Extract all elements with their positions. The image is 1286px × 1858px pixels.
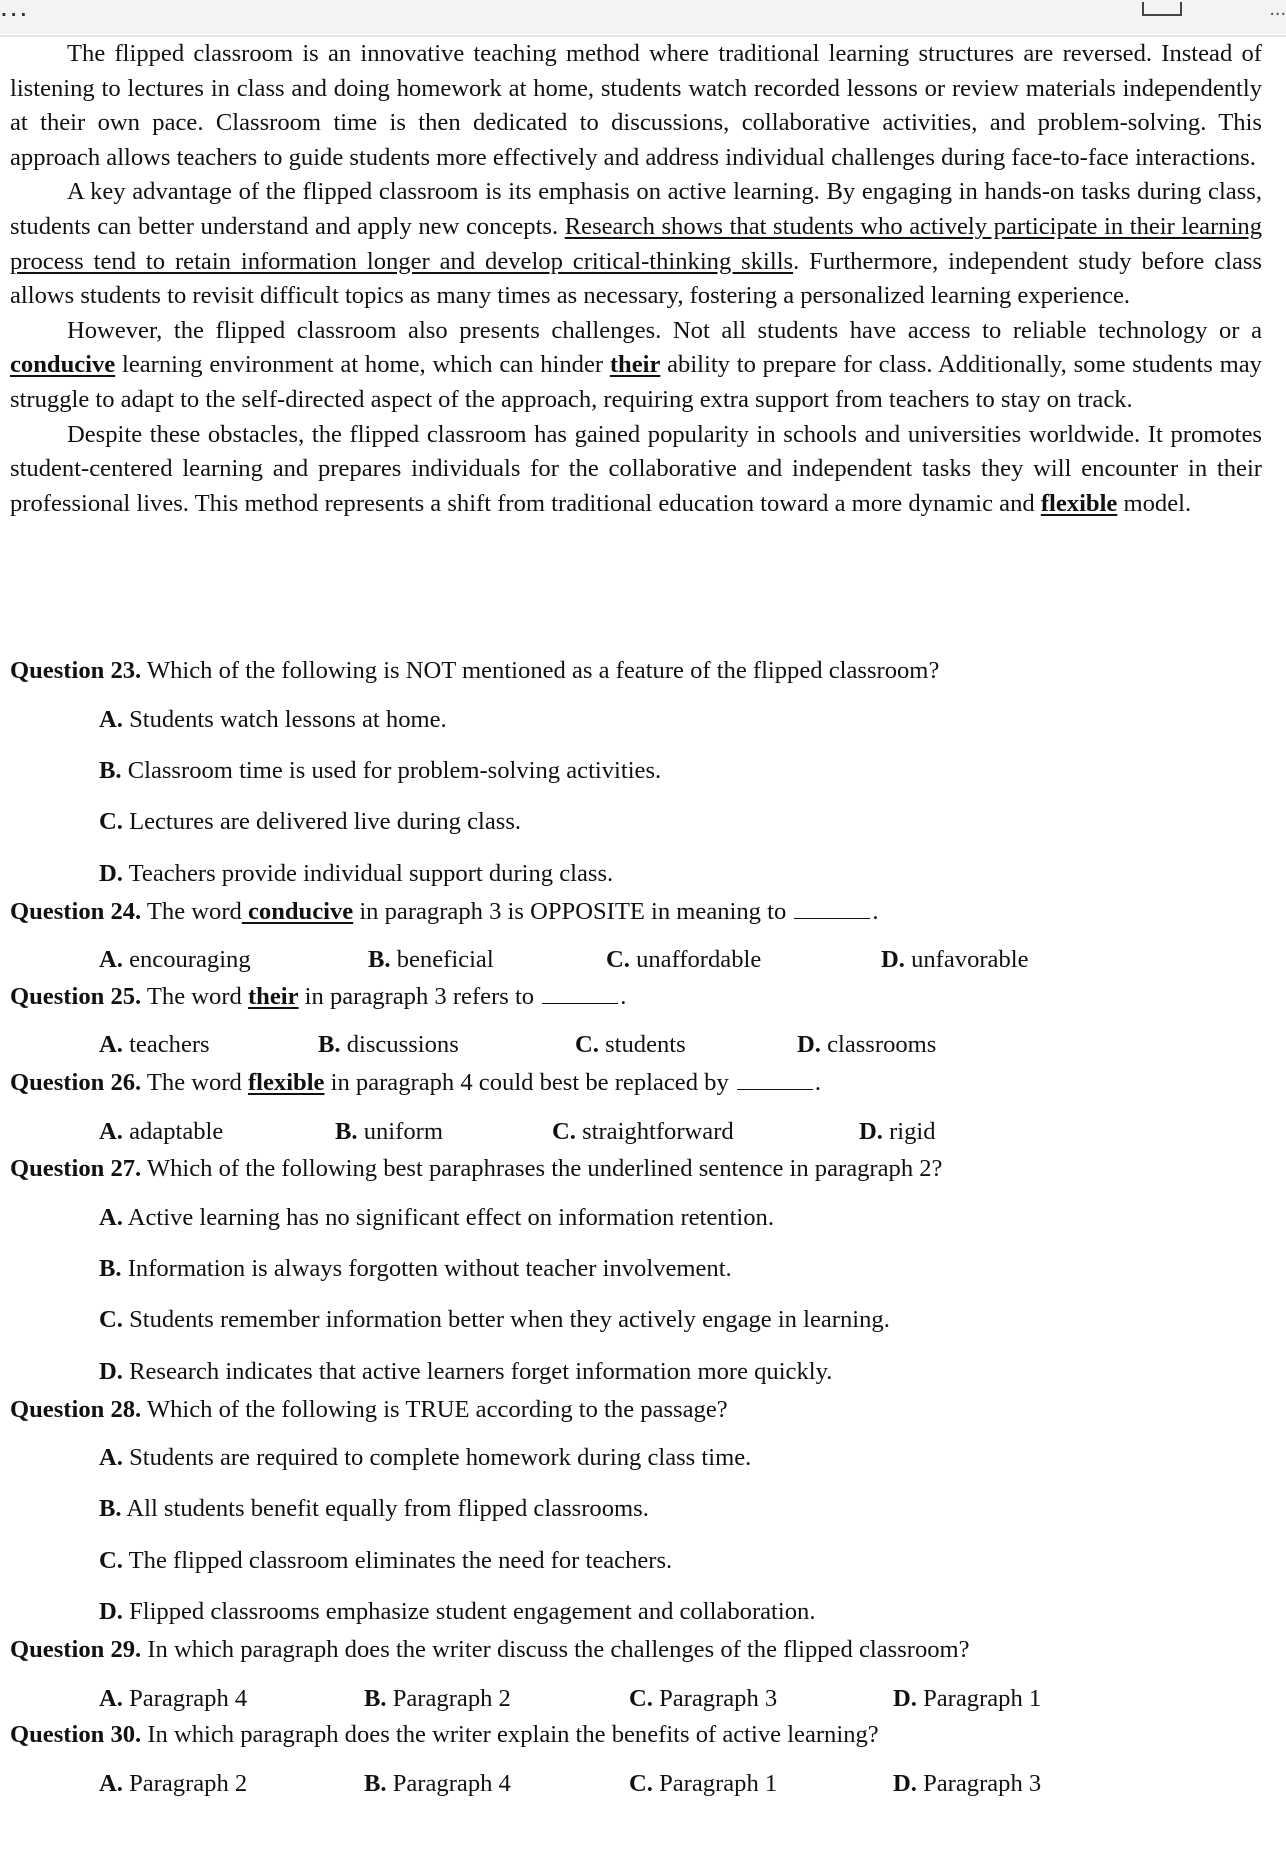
question-25: Question 25. The word their in paragraph 3 refers to . [10,983,627,1010]
option[interactable]: B. beneficial [368,946,494,973]
highlighted-word-conducive: conducive [10,351,116,379]
option[interactable]: B. All students benefit equally from flipped classrooms. [99,1495,649,1522]
question-24: Question 24. The word conducive in paragraph 3 is OPPOSITE in meaning to . [10,898,879,925]
option[interactable]: A. teachers [99,1031,210,1058]
option[interactable]: C. Lectures are delivered live during class. [99,808,522,835]
option[interactable]: C. students [575,1031,686,1058]
option[interactable]: C. straightforward [552,1118,734,1145]
option[interactable]: C. Students remember information better when they actively engage in learning. [99,1306,890,1333]
reading-passage [10,37,1262,521]
option[interactable]: C. The flipped classroom eliminates the need for teachers. [99,1547,673,1574]
paragraph-1: The flipped classroom is an innovative teaching method where traditional learning structures are reversed. Instead of listening to lectures in class and doing homework at home, students watch recorded lessons or review materials independently at their own pace. Classroom time is then dedicated to discussions, collaborative activities, and problem-solving. This approach allows teachers to guide students more effectively and address individual challenges during face-to-face interactions. [10,40,1262,171]
option[interactable]: B. Classroom time is used for problem-solving activities. [99,757,662,784]
option[interactable]: B. discussions [318,1031,459,1058]
option[interactable]: D. Paragraph 1 [893,1685,1042,1712]
option[interactable]: B. Information is always forgotten without teacher involvement. [99,1255,732,1282]
option[interactable]: A. Paragraph 2 [99,1770,248,1797]
option[interactable]: D. classrooms [797,1031,937,1058]
underlined-sentence: Research shows that students who actively participate in their learning process tend to retain information longer and develop critical-thinking skills [10,212,1263,275]
option[interactable]: B. Paragraph 4 [364,1770,511,1797]
toolbar-right-text: ... [1269,0,1286,20]
option[interactable]: A. encouraging [99,946,251,973]
answer-blank [542,981,618,1004]
option[interactable]: A. adaptable [99,1118,224,1145]
option[interactable]: D. unfavorable [881,946,1029,973]
option[interactable]: D. Research indicates that active learners forget information more quickly. [99,1358,833,1385]
option[interactable]: D. Teachers provide individual support during class. [99,860,614,887]
question-29: Question 29. In which paragraph does the writer discuss the challenges of the flipped classroom? [10,1636,970,1663]
option[interactable]: D. Flipped classrooms emphasize student engagement and collaboration. [99,1598,816,1625]
question-26: Question 26. The word flexible in paragraph 4 could best be replaced by . [10,1069,822,1096]
option[interactable]: A. Students watch lessons at home. [99,706,447,733]
question-28: Question 28. Which of the following is TRUE according to the passage? [10,1396,728,1423]
option[interactable]: B. Paragraph 2 [364,1685,511,1712]
answer-blank [737,1067,813,1090]
option[interactable]: C. unaffordable [606,946,762,973]
window-icon[interactable] [1142,2,1182,16]
option[interactable]: D. Paragraph 3 [893,1770,1042,1797]
option[interactable]: D. rigid [859,1118,936,1145]
highlighted-word-flexible: flexible [1040,489,1118,517]
option[interactable]: A. Students are required to complete homework during class time. [99,1444,752,1471]
paragraph-2: A key advantage of the flipped classroom is its emphasis on active learning. By engaging in hands-on tasks during class, students can better understand and apply new concepts. Research shows that students who actively participate in their learning process tend to retain information longer and develop critical-thinking skills. Furthermore, independent study before class allows students to revisit difficult topics as many times as necessary, fostering a personalized learning experience. [10,178,1263,310]
highlighted-word-their: their [609,351,661,379]
paragraph-4: Despite these obstacles, the flipped classroom has gained popularity in schools and universities worldwide. It promotes student-centered learning and prepares individuals for the collaborative and independent tasks they will encounter in their professional lives. This method represents a shift from traditional education toward a more dynamic and flexible model. [10,420,1262,517]
top-toolbar [0,0,1286,34]
option[interactable]: B. uniform [335,1118,443,1145]
option[interactable]: C. Paragraph 3 [629,1685,778,1712]
toolbar-left-text: ... [0,0,30,22]
question-27: Question 27. Which of the following best paraphrases the underlined sentence in paragraph 2? [10,1155,943,1182]
option[interactable]: C. Paragraph 1 [629,1770,778,1797]
answer-blank [794,896,870,919]
option[interactable]: A. Active learning has no significant effect on information retention. [99,1204,775,1231]
question-23: Question 23. Which of the following is NOT mentioned as a feature of the flipped classroom? [10,657,940,684]
option[interactable]: A. Paragraph 4 [99,1685,248,1712]
question-30: Question 30. In which paragraph does the writer explain the benefits of active learning? [10,1721,879,1748]
paragraph-3: However, the flipped classroom also presents challenges. Not all students have access to reliable technology or a conducive learning environment at home, which can hinder their ability to prepare for class. Additionally, some students may struggle to adapt to the self-directed aspect of the approach, requiring extra support from teachers to stay on track. [10,316,1262,413]
